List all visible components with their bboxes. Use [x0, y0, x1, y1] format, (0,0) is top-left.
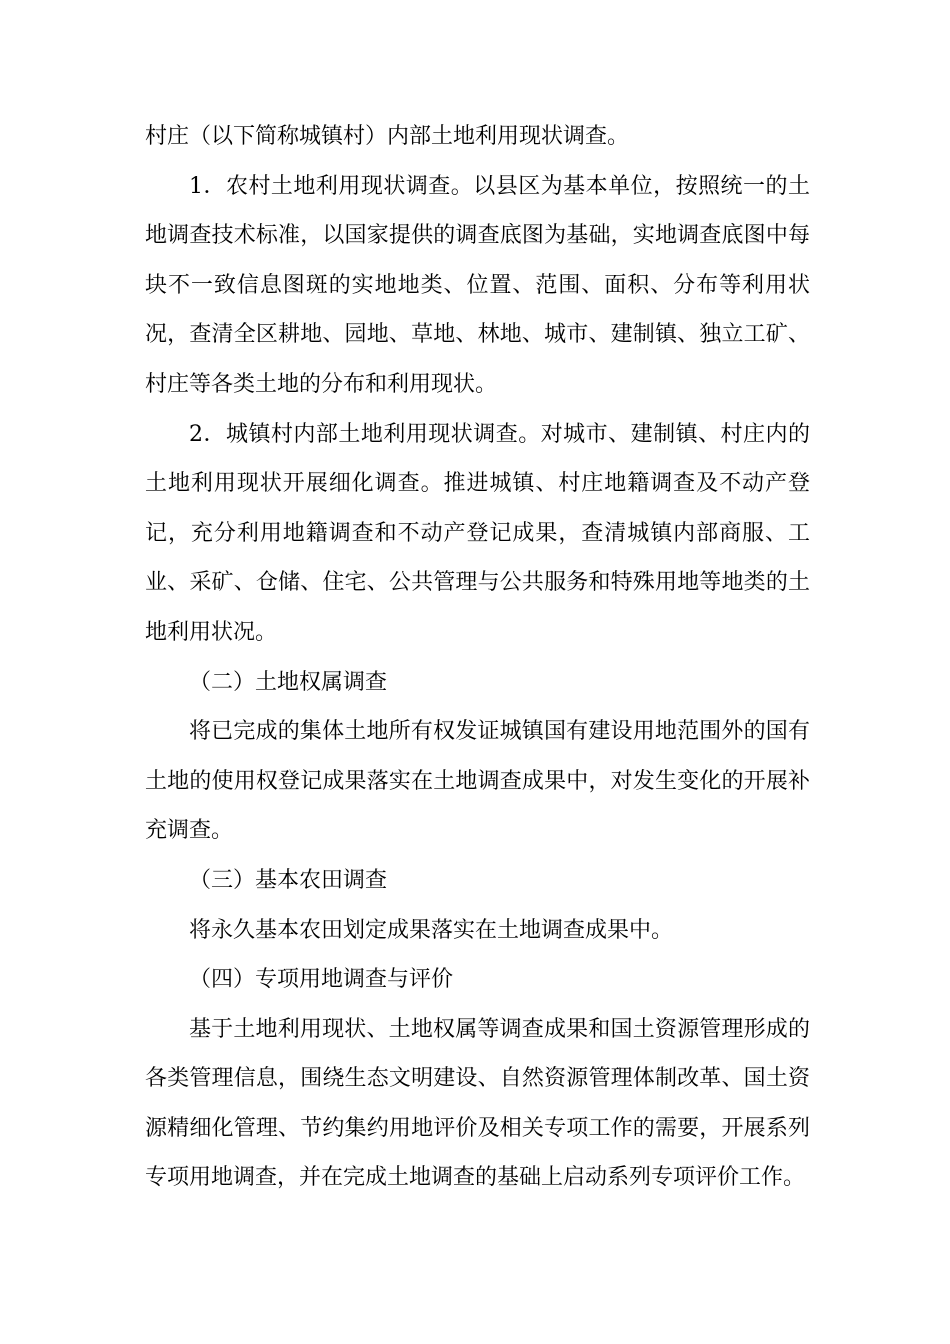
paragraph-urban-village-survey: 2．城镇村内部土地利用现状调查。对城市、建制镇、村庄内的土地利用现状开展细化调查。推进城镇、村庄地籍调查及不动产登记，充分利用地籍调查和不动产登记成果，查清城镇内部商服、工业、采矿、仓储、住宅、公共管理与公共服务和特殊用地等地类的土地利用状况。 [145, 421, 810, 645]
document-body [145, 112, 810, 1203]
section-heading-special-land: （四）专项用地调查与评价 [189, 967, 454, 993]
section-heading-land-ownership: （二）土地权属调查 [189, 669, 388, 695]
paragraph-rural-land-survey: 1．农村土地利用现状调查。以县区为基本单位，按照统一的土地调查技术标准，以国家提供的调查底图为基础，实地调查底图中每块不一致信息图斑的实地地类、位置、范围、面积、分布等利用状况，查清全区耕地、园地、草地、林地、城市、建制镇、独立工矿、村庄等各类土地的分布和利用现状。 [145, 173, 810, 397]
paragraph-land-ownership: 将已完成的集体土地所有权发证城镇国有建设用地范围外的国有土地的使用权登记成果落实在土地调查成果中，对发生变化的开展补充调查。 [145, 719, 810, 844]
paragraph-basic-farmland: 将永久基本农田划定成果落实在土地调查成果中。 [189, 917, 674, 943]
paragraph-continuation: 村庄（以下简称城镇村）内部土地利用现状调查。 [145, 124, 630, 149]
paragraph-special-land: 基于土地利用现状、土地权属等调查成果和国土资源管理形成的各类管理信息，围绕生态文明建设、自然资源管理体制改革、国土资源精细化管理、节约集约用地评价及相关专项工作的需要，开展系列专项用地调查，并在完成土地调查的基础上启动系列专项评价工作。 [145, 1016, 810, 1191]
section-heading-basic-farmland: （三）基本农田调查 [189, 867, 388, 893]
